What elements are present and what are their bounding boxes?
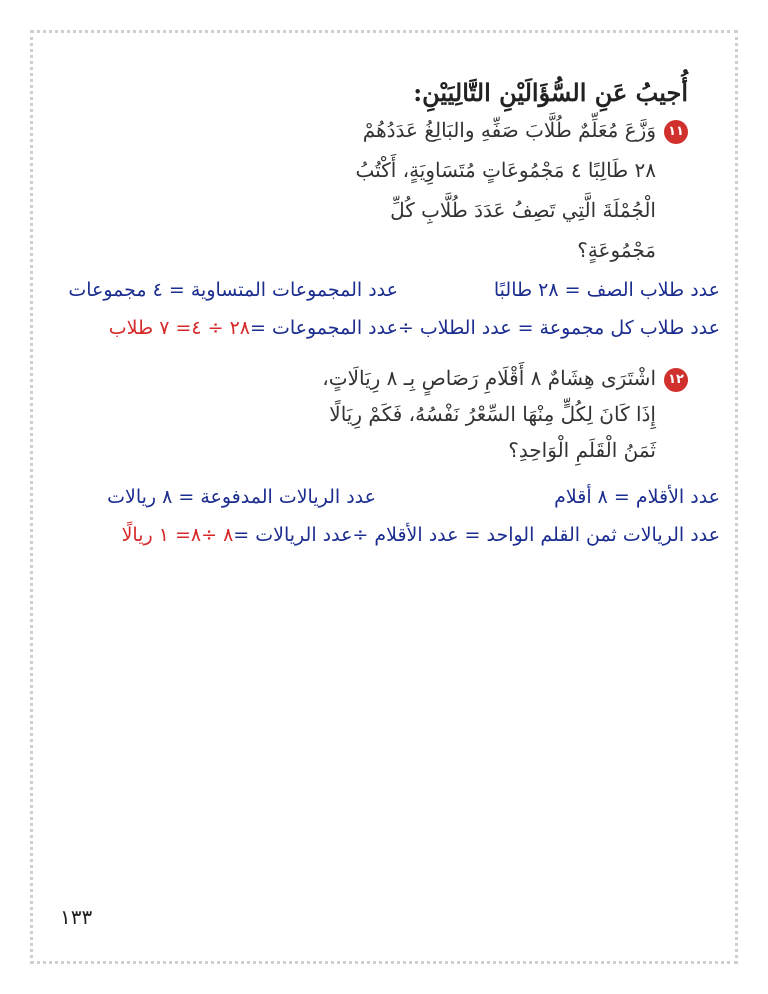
- q12-answer-riyals-paid: عدد الريالات المدفوعة = ٨ ريالات: [107, 486, 376, 508]
- question-12-line-3: ثَمَنُ الْقَلَمِ الْوَاحِدِ؟: [508, 438, 656, 462]
- q11-equation-text: عدد طلاب كل مجموعة = عدد الطلاب ÷عدد المجموعات =: [250, 317, 720, 339]
- q11-answer-groups-count: عدد المجموعات المتساوية = ٤ مجموعات: [68, 279, 398, 301]
- question-11-line-4: مَجْمُوعَةٍ؟: [577, 238, 656, 262]
- page-number: ١٣٣: [60, 905, 93, 929]
- q11-answer-equation: [109, 317, 720, 339]
- question-11-line-3: الْجُمْلَةَ الَّتِي تَصِفُ عَدَدَ طُلَّابِ كُلِّ: [390, 198, 656, 222]
- q11-answer-students-count: عدد طلاب الصف = ٢٨ طالبًا: [493, 279, 720, 301]
- exercise-heading: أُجيبُ عَنِ السُّؤَالَيْنِ التَّالِيَيْنِ:: [413, 78, 688, 107]
- q12-answer-equation: [122, 524, 720, 546]
- question-11-line-1: وَزَّعَ مُعَلِّمٌ طُلَّابَ صَفِّهِ والبَالِغُ عَدَدُهُمْ: [362, 118, 656, 142]
- question-12-badge: ١٢: [664, 368, 688, 392]
- q12-equation-text: عدد الريالات ثمن القلم الواحد = عدد الأقلام ÷عدد الريالات =: [233, 524, 720, 546]
- q11-equation-result: ٢٨ ÷ ٤= ٧ طلاب: [108, 317, 251, 339]
- question-12-line-2: إِذَا كَانَ لِكُلٍّ مِنْهَا السِّعْرُ نَفْسُهُ، فَكَمْ رِيَالًا: [329, 402, 656, 426]
- q12-equation-result: ٨ ÷٨= ١ ريالًا: [121, 524, 234, 546]
- question-12-line-1: اشْتَرَى هِشَامٌ ٨ أَقْلَامِ رَصَاصٍ بِـ ٨ رِيَالَاتٍ،: [322, 366, 656, 390]
- q12-answer-pens-count: عدد الأقلام = ٨ أقلام: [554, 486, 720, 508]
- question-11-line-2: ٢٨ طَالِبًا ٤ مَجْمُوعَاتٍ مُتَسَاوِيَةٍ، أَكْتُبُ: [355, 158, 656, 182]
- question-11-badge: ١١: [664, 120, 688, 144]
